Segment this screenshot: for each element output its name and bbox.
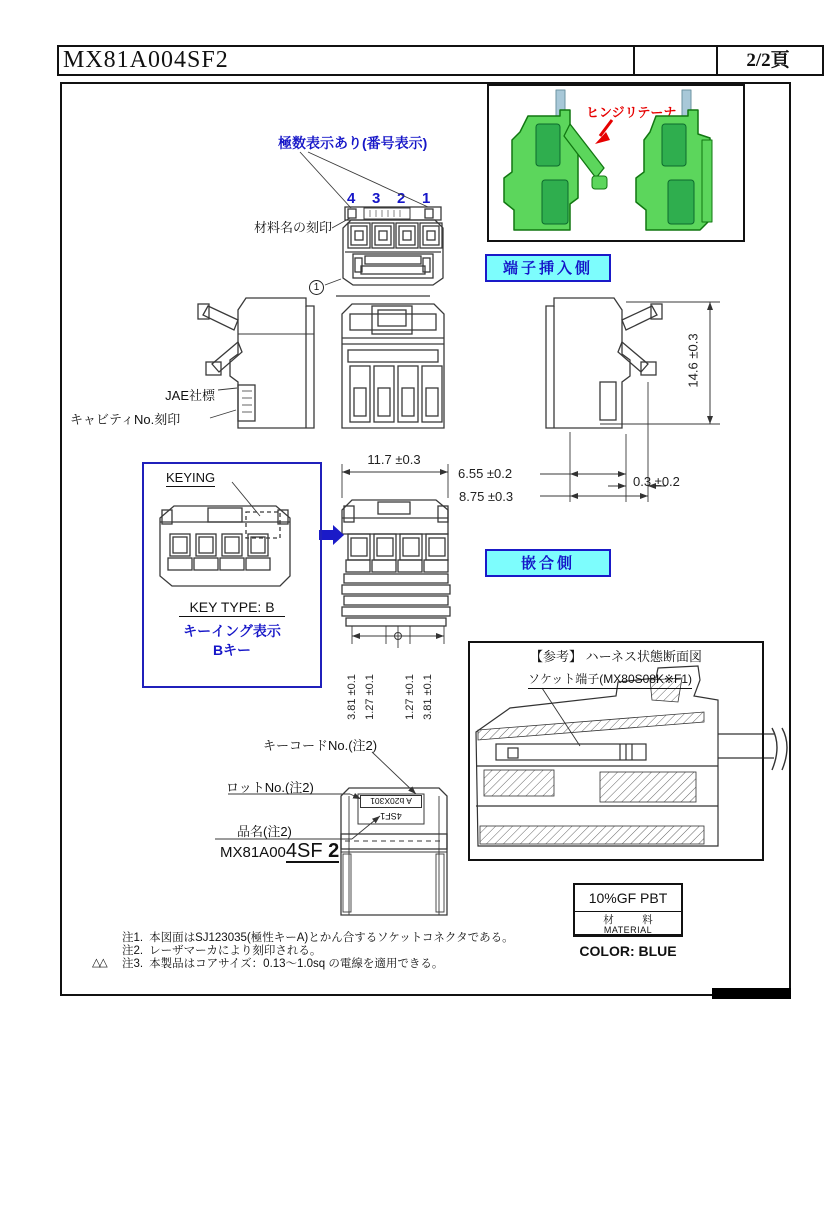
part-number-title: MX81A004SF2 (63, 47, 229, 73)
lot-no-label: ロットNo.(注2) (226, 780, 314, 795)
part-no-suffix: 2 (322, 840, 340, 862)
polarity-note-label: 極数表示あり(番号表示) (278, 135, 428, 151)
socket-terminal-label: ソケット端子(MX80S08K※F1) (528, 670, 692, 689)
hinge-retainer-label: ヒンジリテーナ (586, 105, 677, 120)
jae-marking-box (238, 385, 255, 421)
pin-number-3: 3 (372, 190, 381, 207)
material-label-jp: 材 料 (603, 914, 662, 926)
dim-pitch-1: 3.81 ±0.1 (346, 674, 358, 720)
middle-front-view (342, 304, 444, 428)
lower-slots (350, 366, 442, 422)
cavities-row (348, 223, 442, 248)
note-text: 本製品はコアサイズ：0.13～1.0sq の電線を適用できる。 (149, 958, 444, 970)
frame-thick-bar (712, 988, 791, 999)
blue-pointer-arrow (319, 525, 344, 545)
dim-03: 0.3 ±0.2 (633, 474, 680, 489)
part-name-label: 品名(注2) (237, 824, 292, 839)
pin-number-2: 2 (397, 190, 406, 207)
note-text: 本図面はSJ123035(極性キーA)とかん合するソケットコネクタである。 (149, 932, 514, 944)
mating-side-tag: 嵌合側 (485, 549, 611, 577)
balloon-1: 1 (309, 280, 324, 295)
jae-logo-label: JAE社標 (165, 388, 215, 403)
material-value: 10%GF PBT (575, 885, 681, 912)
jae-marking-ticks (242, 391, 252, 412)
laser-marking-line2: 4SF1 (380, 811, 402, 821)
note-no: 注2. (122, 945, 144, 957)
title-divider (633, 45, 635, 76)
b-key-label: Bキー (212, 642, 252, 658)
dim-height-right: 14.6 ±0.3 (685, 333, 701, 388)
material-table (573, 883, 683, 937)
wire-seal-ribs (342, 574, 450, 626)
dim-655: 6.55 ±0.2 (458, 466, 513, 481)
material-marking-label: 材料名の刻印 (253, 220, 332, 235)
note-text: レーザマーカにより刻印される。 (149, 945, 322, 957)
part-no-prefix: MX81A00 (220, 844, 286, 861)
dim-width-top: 11.7 ±0.3 (367, 452, 421, 467)
color-note: COLOR: BLUE (579, 943, 677, 959)
dim-pitch-4: 3.81 ±0.1 (422, 674, 434, 720)
pitch-extension-lines (352, 626, 444, 648)
pin-number-1: 1 (422, 190, 431, 207)
terminal-insertion-side-tag: 端子挿入側 (485, 254, 611, 282)
pin-number-4: 4 (347, 190, 356, 207)
revision-triangles: △△ (92, 957, 106, 969)
dim-pitch-2: 1.27 ±0.1 (364, 674, 376, 720)
keying-label: KEYING (166, 470, 216, 485)
part-number-callout (220, 840, 339, 863)
material-label-en: MATERIAL (603, 925, 653, 935)
note-3 (92, 955, 443, 971)
dim-pitch-3: 1.27 ±0.1 (404, 674, 416, 720)
laser-marking-line1: A b20X301 (360, 795, 422, 808)
key-type-label: KEY TYPE: B (179, 599, 285, 617)
key-code-label: キーコードNo.(注2) (263, 738, 378, 753)
part-no-underlined: 4SF (285, 840, 323, 862)
keying-display-label: キーイング表示 (183, 623, 281, 639)
band-marking-ticks (370, 210, 400, 217)
page-number: 2/2頁 (746, 50, 790, 71)
note-no: 注1. (122, 932, 144, 944)
cavity-no-label: キャビティNo.刻印 (70, 412, 181, 427)
retainer-photo-box (487, 84, 745, 242)
dim-875: 8.75 ±0.3 (459, 489, 514, 504)
reference-title: 【参考】 ハーネス状態断面図 (530, 649, 702, 664)
note-no: 注3. (122, 958, 144, 970)
mating-side-view (342, 464, 450, 648)
mating-cavities (346, 534, 448, 572)
left-side-view (198, 298, 314, 428)
